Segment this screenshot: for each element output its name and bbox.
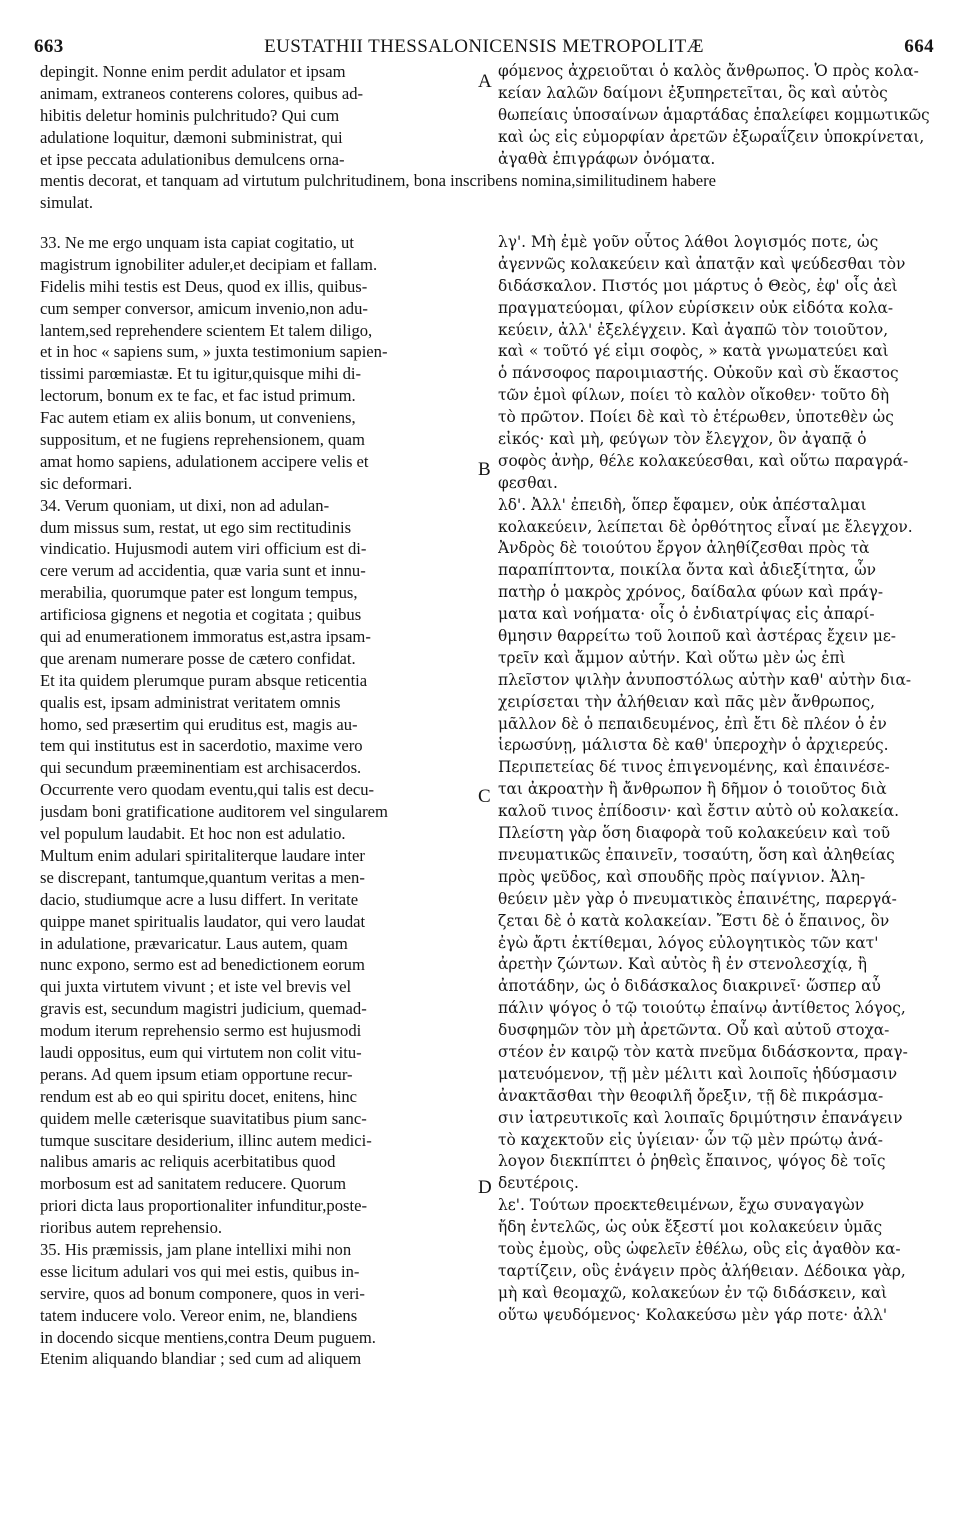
text-line: et in hoc « sapiens sum, » juxta testimonium sapien- — [40, 342, 388, 362]
text-line: κείαν λαλῶν δαίμονι ἐξυπηρετεῖται, ὃς καὶ αὐτὸς — [498, 83, 888, 102]
text-line: λογον διεκπίπτει ὁ ῥηθεὶς ἔπαινος, ψόγος δὲ τοῖς — [498, 1152, 886, 1171]
margin-letter-b: B — [478, 459, 491, 480]
greek-column — [498, 232, 930, 1327]
text-line: que arenam numerare posse de cætero confidat. — [40, 648, 356, 668]
text-line: magistrum ignobiliter aduler,et decipiam et fallam. — [40, 254, 378, 274]
text-line: cere verum ad accidentia, quæ varia sunt et innu- — [40, 561, 366, 581]
running-header — [34, 36, 934, 60]
text-line: ταρτίζειν, οὓς ἐνάγειν πρὸς ἀλήθειαν. Δέδοικα γὰρ, — [498, 1261, 906, 1280]
text-line: λδ'. Ἀλλ' ἐπειδὴ, ὅπερ ἔφαμεν, οὐκ ἀπέσταλμαι — [498, 495, 867, 514]
text-line: priori dicta laus proportionaliter infunditur,poste- — [40, 1196, 367, 1216]
text-line: gravis est, secundum magistri judicium, quemad- — [40, 999, 367, 1019]
text-line: μὴ καὶ θεομαχῶ, κολακεύων ἐν τῷ διδάσκειν, καὶ — [498, 1283, 888, 1302]
text-line: modum iterum reprehensio sermo est hujusmodi — [40, 1021, 362, 1041]
text-line: 33. Ne me ergo unquam ista capiat cogitatio, ut — [40, 233, 354, 252]
text-line: Multum enim adulari spiritaliterque laudare inter — [40, 845, 365, 865]
text-line: nunc expono, sermo est ad benedictionem eorum — [40, 955, 365, 975]
margin-letter-c: C — [478, 786, 491, 807]
margin-letter-d: D — [478, 1177, 492, 1198]
text-line: morbosum est ad sanitatem reducere. Quorum — [40, 1174, 346, 1194]
text-line: se discrepant, tantumque,quantum veritas a men- — [40, 867, 365, 887]
text-line: qui juxta virtutem vivunt ; et iste vel brevis vel — [40, 977, 352, 997]
text-line: simulat. — [40, 192, 94, 212]
text-line: suppositum, et ne fugiens reprehensionem, quam — [40, 430, 365, 450]
page-number-left: 663 — [34, 36, 64, 57]
text-line: perans. Ad quem ipsum etiam opportune recur- — [40, 1064, 353, 1084]
text-line: θμησιν θαρρείτω τοῦ λοιποῦ καὶ ἀστέρας ἔχειν με- — [498, 627, 897, 646]
text-line: Περιπετείας δέ τινος ἐπιγενομένης, καὶ ἐπαινέσε- — [498, 758, 890, 777]
text-line: σιν ἰατρευτικοῖς καὶ λοιπαῖς δριμύτησιν ἐπανάγειν — [498, 1108, 903, 1127]
text-line: Occurrente vero quodam eventu,qui talis est decu- — [40, 780, 375, 800]
greek-column-top — [498, 61, 930, 170]
text-line: sic deformari. — [40, 473, 133, 493]
text-line: στέον ἐν καιρῷ τὸν κατὰ πνεῦμα διδάσκοντα, πραγ- — [498, 1042, 908, 1061]
text-line: πλεῖστον ψιλὴν ἀνυποστόλως αὐτὴν καθ' αὐτὴν δια- — [498, 670, 912, 689]
text-line: quidem melle cæterisque suavitatibus pium sanc- — [40, 1108, 367, 1128]
text-line: καὶ ὡς εἰς εὐμορφίαν ἀρετῶν ἐξωραΐζειν ὑποκρίνεται, — [498, 127, 925, 146]
text-line: rendum est ab eo qui spiritu docet, enitens, hinc — [40, 1086, 358, 1106]
text-line: 34. Verum quoniam, ut dixi, non ad adulan- — [40, 495, 330, 515]
latin-full-width — [40, 170, 932, 214]
text-line: λε'. Τούτων προεκτεθειμένων, ἔχω συναγαγὼν — [498, 1196, 865, 1215]
text-line: πρὸς ψεῦδος, καὶ σπουδῆς πρὸς παίγνιον. Ἀλη- — [498, 867, 866, 886]
text-line: διδάσκαλον. Πιστός μοι μάρτυς ὁ Θεὸς, ἐφ' οἷς ἀεὶ — [498, 276, 898, 295]
text-line: nalibus amaris ac reliquis acerbitatibus quod — [40, 1152, 336, 1172]
text-line: laudi oppositus, eum qui virtutem non colit vitu- — [40, 1042, 362, 1062]
text-line: rioribus autem reprehensio. — [40, 1218, 223, 1238]
text-line: hibitis deletur hominis pulchritudo? Qui cum — [40, 105, 340, 125]
running-title: EUSTATHII THESSALONICENSIS METROPOLITÆ — [264, 36, 704, 57]
text-line: φεσθαι. — [498, 473, 558, 492]
text-line: mentis decorat, et tanquam ad virtutum pulchritudinem, bona inscribens nomina,similitudinem habere — [40, 171, 717, 190]
text-line: οὕτω ψευδόμενος· Κολακεύσω μὲν γάρ ποτε· ἀλλ' — [498, 1305, 888, 1324]
text-line: ἱερωσύνῃ, μάλιστα δὲ καθ' ὑπεροχὴν ὁ ἀρχιερεύς. — [498, 736, 889, 755]
text-line: ἀγεννῶς κολακεύειν καὶ ἀπατᾷν καὶ ψεύδεσθαι τὸν — [498, 254, 906, 273]
page-number-right: 664 — [904, 36, 934, 57]
text-line: χειρίσεται τὴν ἀλήθειαν καὶ πᾶς μὲν ἄνθρωπος, — [498, 692, 875, 711]
text-line: κεύειν, ἀλλ' ἐξελέγχειν. Καὶ ἀγαπῶ τὸν τοιοῦτον, — [498, 320, 889, 339]
text-line: ματευόμενον, τῇ μὲν μέλιτι καὶ λοιποῖς ἡδύσμασιν — [498, 1064, 898, 1083]
text-line: tatem inducere volo. Vereor enim, ne, blandiens — [40, 1305, 358, 1325]
text-line: vindicatio. Hujusmodi autem viri officium est di- — [40, 539, 367, 559]
text-line: artificiosa gignens et negotia et cogitata ; quibus — [40, 605, 362, 625]
text-line: amat homo sapiens, adulationem accipere velis et — [40, 451, 369, 471]
text-line: καὶ « τοῦτό γέ εἰμι σοφὸς, » κατὰ γνωματεύει καὶ — [498, 342, 889, 361]
latin-column-top — [40, 61, 482, 170]
text-line: πραγματεύομαι, φίλον εὑρίσκειν οὐκ εἰδότα κολα- — [498, 298, 894, 317]
text-line: ἤδη ἐντελῶς, ὡς οὐκ ἔξεστί μοι κολακεύειν ὑμᾶς — [498, 1218, 883, 1237]
text-line: merabilia, quorumque pater est longum tempus, — [40, 583, 358, 603]
text-line: κολακεύειν, λείπεται δὲ ὀρθότητος εἶναί με ἔλεγχον. — [498, 517, 913, 536]
text-line: quippe manet spiritualis laudator, qui vero laudat — [40, 911, 366, 931]
text-line: τῶν ἐμοὶ φίλων, ποίει τὸ καλὸν οἴκοθεν· τοῦτο δὴ — [498, 386, 890, 405]
text-line: cum semper conversor, amicum invenio,non adu- — [40, 298, 368, 318]
margin-letter-a: A — [478, 71, 492, 92]
text-line: esse licitum adulari vos qui mei estis, quibus in- — [40, 1261, 360, 1281]
text-line: vel populum laudabit. Et hoc non est adulatio. — [40, 824, 346, 844]
text-line: τοὺς ἐμοὺς, οὓς ὠφελεῖν ἐθέλω, οὓς εἰς ἀγαθὸν κα- — [498, 1239, 901, 1258]
text-line: ἀποτάδην, ὡς ὁ διδάσκαλος διακρινεῖ· ὥσπερ αὖ — [498, 977, 881, 996]
text-line: animam, extraneos conterens colores, quibus ad- — [40, 83, 364, 103]
text-line: in adulatione, prævaricatur. Laus autem, quam — [40, 933, 348, 953]
text-line: lectorum, bonum ex te fac, et fac istud primum. — [40, 386, 356, 406]
text-line: θεύειν μὲν γὰρ ὁ πνευματικὸς ἐπαινέτης, παρεργά- — [498, 889, 897, 908]
text-line: σοφὸς ἀνὴρ, θέλε κολακεύεσθαι, καὶ οὕτω παραγρά- — [498, 451, 909, 470]
text-line: εἰκός· καὶ μὴ, φεύγων τὸν ἔλεγχον, ὃν ἀγαπᾷ ὁ — [498, 430, 867, 449]
text-line: qualis est, ipsam administrat veritatem omnis — [40, 692, 341, 712]
text-line: lantem,sed reprehendere scientem Et talem diligo, — [40, 320, 373, 340]
text-line: Πλείστη γὰρ ὅση διαφορὰ τοῦ κολακεύειν καὶ τοῦ — [498, 824, 891, 843]
text-line: παραπίπτοντα, ποικίλα ὄντα καὶ ἀδιεξίτητα, ὧν — [498, 561, 877, 580]
text-line: 35. His præmissis, jam plane intellixi mihi non — [40, 1239, 352, 1259]
text-line: Fidelis mihi testis est Deus, quod ex illis, quibus- — [40, 276, 368, 296]
text-line: θωπείαις ὑποσαίνων ἁμαρτάδας ἐπαλείφει κομμωτικῶς — [498, 105, 930, 124]
text-line: λγ'. Μὴ ἐμὲ γοῦν οὗτος λάθοι λογισμός ποτε, ὡς — [498, 233, 879, 251]
text-line: tem qui institutus est in sacerdotio, maxime vero — [40, 736, 363, 756]
text-line: et ipse peccata adulationibus demulcens orna- — [40, 149, 345, 169]
text-line: μᾶλλον δὲ ὁ πεπαιδευμένος, ἐπὶ ἔτι δὲ πλέον ὁ ἐν — [498, 714, 887, 733]
text-line: τὸ πρῶτον. Ποίει δὲ καὶ τὸ ἑτέρωθεν, ὑποτεθὲν ὡς — [498, 408, 894, 427]
text-line: καλοῦ τινος ἐπίδοσιν· καὶ ἔστιν αὐτὸ οὐ κολακεία. — [498, 802, 899, 821]
text-line: servire, quos ad bonum componere, quos in veri- — [40, 1283, 365, 1303]
text-line: πνευματικῶς ἐπαινεῖν, τοσαύτη, ὅση καὶ ἀληθείας — [498, 845, 895, 864]
text-line: ζεται δὲ ὁ κατὰ κολακείαν. Ἔστι δὲ ὁ ἔπαινος, ὃν — [498, 911, 890, 930]
text-line: dacio, studiumque acre a lusu differt. In veritate — [40, 889, 359, 909]
text-line: tissimi parœmiastæ. Et tu igitur,quisque mihi di- — [40, 364, 362, 384]
text-line: ἐγὼ ἄρτι ἐκτίθεμαι, λόγος εὐλογητικὸς τῶν κατ' — [498, 933, 879, 952]
text-line: ἀγαθὰ ἐπιγράφων ὀνόματα. — [498, 149, 716, 168]
text-line: πάλιν ψόγος ὁ τῷ τοιούτῳ ἐπαίνῳ ἀντίθετος λόγος, — [498, 999, 906, 1018]
text-line: ἀρετὴν ζώντων. Καὶ αὐτὸς ἢ ἐν στενολεσχίᾳ, ἢ — [498, 955, 867, 974]
text-line: ματα καὶ νοήματα· οἷς ὁ ἐνδιατρίψας εἰς ἀπαρί- — [498, 605, 875, 624]
text-line: qui ad enumerationem immoratus est,astra ipsam- — [40, 627, 371, 647]
text-line: τὸ καχεκτοῦν εἰς ὑγίειαν· ὧν τῷ μὲν πρώτῳ ἀνά- — [498, 1130, 883, 1149]
text-line: δυσφημῶν τὸν μὴ ἀρετῶντα. Οὗ καὶ αὐτοῦ στοχα- — [498, 1021, 890, 1040]
text-line: jusdam boni gratificatione auditorem vel singularem — [40, 802, 388, 822]
text-line: τρεῖν καὶ ἄμμον αὐτήν. Καὶ οὕτω μὲν ὡς ἐπὶ — [498, 648, 846, 667]
text-line: ὁ πάνσοφος παροιμιαστής. Οὐκοῦν καὶ σὺ ἕκαστος — [498, 364, 899, 383]
text-line: adulatione loquitur, dæmoni subministrat, qui — [40, 127, 343, 147]
text-line: Fac autem etiam ex aliis bonum, ut conveniens, — [40, 408, 356, 428]
text-line: ἀνακτᾶσθαι τὴν θεοφιλῆ ὄρεξιν, τῇ δὲ πικράσμα- — [498, 1086, 884, 1105]
text-line: Etenim aliquando blandiar ; sed cum ad aliquem — [40, 1349, 362, 1369]
text-line: πατὴρ ὁ μακρὸς χρόνος, δαίδαλα φύων καὶ πράγ- — [498, 583, 884, 602]
text-line: ται ἀκροατὴν ἢ ἄνθρωπον ἢ δῆμον ὁ τοιοῦτος διὰ — [498, 780, 887, 799]
text-line: δευτέροις. — [498, 1174, 579, 1193]
text-line: in docendo sicque mentiens,contra Deum puguem. — [40, 1327, 376, 1347]
text-line: φόμενος ἀχρειοῦται ὁ καλὸς ἄνθρωπος. Ὁ πρὸς κολα- — [498, 62, 919, 80]
text-line: dum missus sum, restat, ut ego sim rectitudinis — [40, 517, 352, 537]
text-line: qui secundum præeminentiam est archisacerdos. — [40, 758, 362, 778]
text-line: Ἀνδρὸς δὲ τοιούτου ἔργον ἀληθίζεσθαι πρὸς τὰ — [498, 539, 870, 558]
text-line: homo, sed præsertim qui eruditus est, magis au- — [40, 714, 358, 734]
text-line: Et ita quidem plerumque puram absque reticentia — [40, 670, 368, 690]
text-line: tumque suscitare desiderium, illinc autem medici- — [40, 1130, 372, 1150]
latin-column — [40, 232, 482, 1370]
text-line: depingit. Nonne enim perdit adulator et ipsam — [40, 62, 346, 81]
